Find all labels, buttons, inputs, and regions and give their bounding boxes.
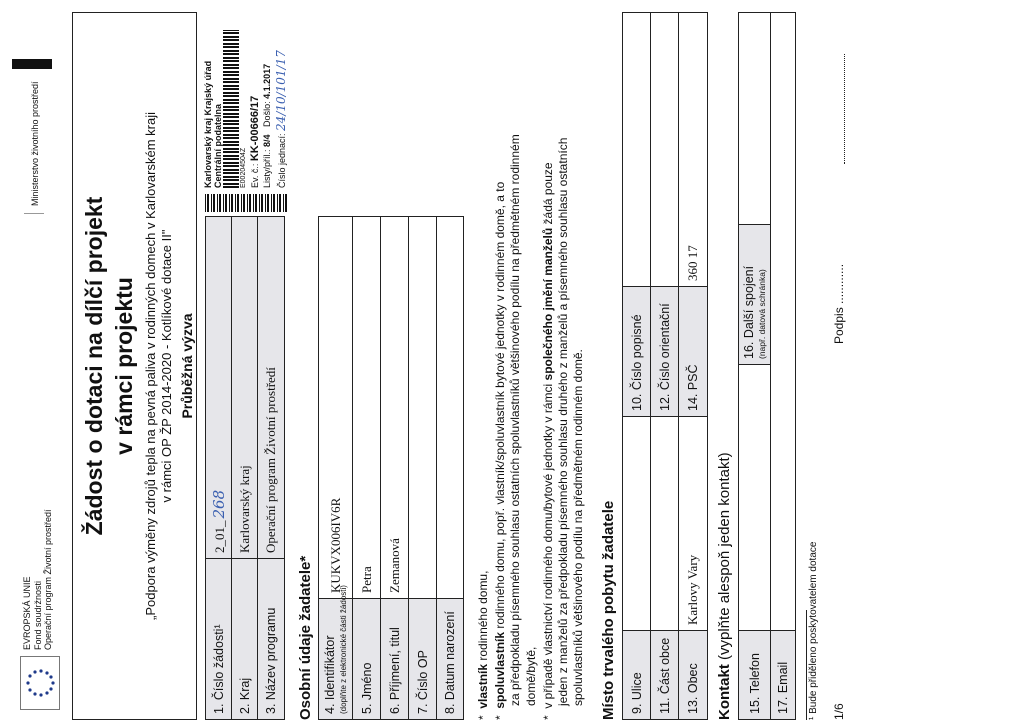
row-identifikator <box>319 217 353 719</box>
value-identifikator: KUKVX006IV6R <box>327 497 343 593</box>
eu-line-3: Operační program Životní prostředí <box>43 509 53 650</box>
stamp-listy: Listy/příl.: 8/4 Došlo: 4.1.2017 <box>262 63 272 188</box>
row-obec <box>679 13 707 719</box>
eu-stars-icon <box>21 657 59 709</box>
value-kraj: Karlovarský kraj <box>236 465 252 553</box>
stamp-ev: Ev. č.: KK-00666/17 <box>249 95 261 188</box>
ministry-logo-bar <box>12 59 52 69</box>
note-spoluvlastnik-line-3: domě/bytě, <box>523 646 538 706</box>
label-datum-narozeni: 8. Datum narození <box>443 611 457 714</box>
value-dalsi-spojeni <box>739 13 770 225</box>
stamp-office-2: Centrální podatelna <box>213 103 223 188</box>
barcode-number: E00204504Z <box>240 147 247 188</box>
label-dalsi-spojeni: 16. Další spojení <box>742 265 756 359</box>
row-cislo-zadosti <box>206 217 232 719</box>
label-cislo-zadosti: 1. Číslo žádosti¹ <box>211 624 226 714</box>
label-email: 17. Email <box>776 661 790 714</box>
row-ulice <box>623 13 651 719</box>
eu-logo <box>20 656 60 710</box>
applicant-notes <box>476 12 586 720</box>
value-cislo-zadosti: 2_01_268 <box>209 489 228 553</box>
label-identifikator: 4. Identifikátor <box>323 635 337 714</box>
barcode-vertical <box>203 194 287 212</box>
label-cislo-orientacni: 12. Číslo orientační <box>657 303 672 411</box>
label-obec: 13. Obec <box>686 663 700 714</box>
row-telefon <box>739 13 771 719</box>
label-cislo-op: 7. Číslo OP <box>415 650 430 714</box>
label-prijmeni: 6. Příjmení, titul <box>387 627 402 714</box>
row-cast-obce <box>651 13 679 719</box>
value-nazev-programu: Operační program Životní prostředí <box>263 367 278 553</box>
eu-line-2: Fond soudržnosti <box>32 580 43 650</box>
pobyt-table <box>622 12 708 720</box>
row-prijmeni <box>381 217 409 719</box>
pobyt-heading: Místo trvalého pobytu žadatele <box>600 500 617 720</box>
sublabel-dalsi-spojeni: (např. datová schránka) <box>757 269 767 359</box>
signature-label: Podpis ............ <box>832 263 846 344</box>
subtitle-line-2: v rámci OP ŽP 2014-2020 - Kotlíkové dotace II" <box>159 229 174 503</box>
note-sjm: * v případě vlastnictví rodinného domu/bytové jednotky v rámci společného jmění manželů žádá pouze <box>540 162 555 720</box>
note-sjm-line-2: jeden z manželů za předpokladu písemného souhlasu druhého z manželů a písemného souhlasu ostatních <box>556 137 571 706</box>
barcode-horizontal <box>223 30 239 188</box>
note-spoluvlastnik-line-2: za předpokladu písemného souhlasu ostatních spoluvlastníků většinového podílu na předmětném rodinném <box>508 134 523 706</box>
top-table <box>205 216 285 720</box>
note-vlastnik: * vlastník rodinného domu, <box>476 570 490 720</box>
value-obec: Karlovy Vary <box>685 554 700 625</box>
ministry-name: Ministerstvo životního prostředí <box>30 81 40 206</box>
signature-line <box>844 54 845 164</box>
label-psc: 14. PSČ <box>686 364 700 411</box>
eu-line-1: EVROPSKÁ UNIE <box>22 576 32 650</box>
title-line-1: Žádost o dotaci na dílčí projekt <box>81 196 107 536</box>
row-email <box>771 13 795 719</box>
label-kraj: 2. Kraj <box>237 677 252 714</box>
row-jmeno <box>353 217 381 719</box>
label-ulice: 9. Ulice <box>629 672 644 714</box>
kontakt-heading: Kontakt (vyplňte alespoň jeden kontakt) <box>716 452 733 720</box>
handwritten-number: 268 <box>209 489 228 519</box>
subtitle-line-1: „Podpora výměny zdrojů tepla na pevná paliva v rodinných domech v Karlovarském kraji <box>143 112 158 620</box>
note-spoluvlastnik: * spoluvlastník rodinného domu, popř. vlastník/spoluvlastník bytové jednotky v rodinném domě, a to <box>493 181 508 720</box>
osobni-table <box>318 216 464 720</box>
value-telefon <box>739 365 770 631</box>
osobni-heading: Osobní údaje žadatele* <box>297 555 314 720</box>
row-nazev-programu <box>258 217 284 719</box>
sublabel-identifikator: (doplňte z elektronické části žádosti) <box>339 585 348 714</box>
row-cislo-op <box>409 217 437 719</box>
row-kraj <box>232 217 258 719</box>
note-sjm-line-3: spoluvlastníků většinového podílu na předmětném rodinném domě. <box>571 349 586 706</box>
footnote: ¹ Bude přiděleno poskytovatelem dotace <box>808 541 819 720</box>
call-type: Průběžná výzva <box>179 313 195 419</box>
title-box <box>72 12 197 720</box>
label-nazev-programu: 3. Název programu <box>264 607 278 714</box>
value-psc: 360 17 <box>685 245 700 281</box>
row-datum-narozeni <box>437 217 463 719</box>
page-number: 1/6 <box>832 703 846 720</box>
title-line-2: v rámci projektu <box>111 277 137 455</box>
label-cislo-popisne: 10. Číslo popisné <box>629 314 644 411</box>
stamp-jednaci: Číslo jednací: 24/10/101/17 <box>274 50 288 188</box>
value-email <box>771 365 795 631</box>
eu-text <box>22 509 54 650</box>
kontakt-table <box>738 12 796 720</box>
value-prijmeni: Zemanová <box>386 538 402 593</box>
footnote-rule <box>806 610 807 720</box>
label-jmeno: 5. Jméno <box>359 662 374 714</box>
label-telefon: 15. Telefon <box>747 653 762 714</box>
value-jmeno: Petra <box>358 566 374 593</box>
stamp-office-1: Karlovarský kraj Krajský úřad <box>203 60 213 188</box>
label-cast-obce: 11. Část obce <box>657 637 672 714</box>
registry-stamp <box>203 12 287 212</box>
